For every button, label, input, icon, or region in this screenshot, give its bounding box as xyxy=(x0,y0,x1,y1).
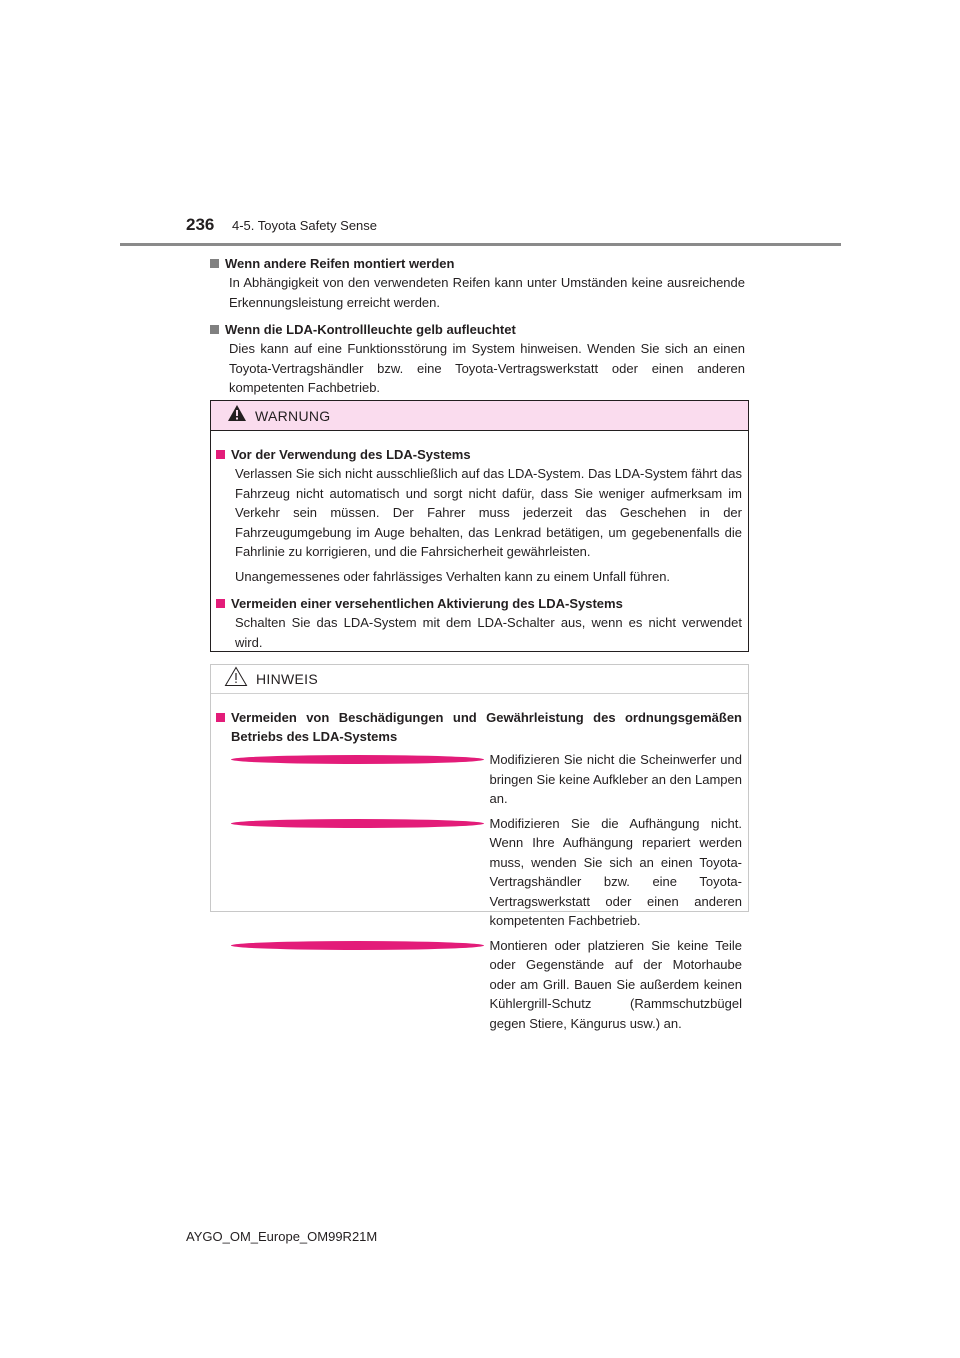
red-square-bullet-icon xyxy=(216,599,225,608)
header-divider xyxy=(120,243,841,246)
page-number: 236 xyxy=(186,215,215,234)
notice-title: Vermeiden von Beschädigungen und Gewährleistung des ordnungsgemäßen Betriebs des LDA-Systems xyxy=(231,710,742,744)
section-title: 4-5. Toyota Safety Sense xyxy=(232,218,378,233)
notice-title-row xyxy=(216,708,742,746)
item-title: Wenn die LDA-Kontrollleuchte gelb aufleuchtet xyxy=(225,322,516,337)
info-item xyxy=(210,254,745,312)
red-dot-bullet-icon xyxy=(231,819,484,828)
item-text: In Abhängigkeit von den verwendeten Reifen kann unter Umständen keine ausreichende Erkennungsleistung erreicht werden. xyxy=(229,275,745,310)
gray-square-bullet-icon xyxy=(210,325,219,334)
red-dot-bullet-icon xyxy=(231,755,484,764)
warning-paragraph: Schalten Sie das LDA-System mit dem LDA-Schalter aus, wenn es nicht verwendet wird. xyxy=(235,615,742,650)
page-header xyxy=(186,215,377,235)
red-dot-bullet-icon xyxy=(231,941,484,950)
warning-item xyxy=(216,594,742,652)
warning-header xyxy=(211,401,748,431)
item-title: Wenn andere Reifen montiert werden xyxy=(225,256,455,271)
warning-label: WARNUNG xyxy=(255,407,331,424)
warning-box xyxy=(210,400,749,652)
warning-triangle-icon xyxy=(227,404,247,427)
red-square-bullet-icon xyxy=(216,713,225,722)
gray-square-bullet-icon xyxy=(210,259,219,268)
warning-paragraph: Verlassen Sie sich nicht ausschließlich auf das LDA-System. Das LDA-System fährt das Fahrzeug nicht automatisch und sorgt nicht dafür, dass Sie weniger aufmerksam im Verkehr sein müssen. Der Fahrer muss jederzeit das Geschehen in der Fahrzeugumgebung im Auge behalten, das Lenkrad betätigen, um gegebenenfalls die Fahrlinie zu korrigieren, und die Fahrsicherheit gewährleisten. xyxy=(235,466,742,559)
caution-triangle-icon xyxy=(224,666,248,692)
item-text: Dies kann auf eine Funktionsstörung im System hinweisen. Wenden Sie sich an einen Toyota-Vertragshändler bzw. eine Toyota-Vertragswerkstatt oder einen anderen kompetenten Fachbetrieb. xyxy=(229,341,745,395)
red-square-bullet-icon xyxy=(216,450,225,459)
notice-bullet: Montieren oder platzieren Sie keine Teile oder Gegenstände auf der Motorhaube oder am Grill. Bauen Sie außerdem keinen Kühlergrill-Schutz (Rammschutzbügel gegen Stiere, Kängurus usw.) an. xyxy=(231,936,742,1034)
warning-item-title: Vor der Verwendung des LDA-Systems xyxy=(231,447,471,462)
warning-paragraph: Unangemessenes oder fahrlässiges Verhalten kann zu einem Unfall führen. xyxy=(235,568,671,584)
notice-label: HINWEIS xyxy=(256,671,318,687)
warning-item-title: Vermeiden einer versehentlichen Aktivierung des LDA-Systems xyxy=(231,596,623,611)
warning-item xyxy=(216,445,742,586)
notice-box xyxy=(210,664,749,1031)
document-code: AYGO_OM_Europe_OM99R21M xyxy=(186,1229,378,1244)
notice-bullet: Modifizieren Sie nicht die Scheinwerfer und bringen Sie keine Aufkleber an den Lampen an. xyxy=(231,750,742,809)
info-item xyxy=(210,320,745,398)
main-content xyxy=(210,254,745,406)
notice-header xyxy=(211,665,748,694)
notice-bullet: Modifizieren Sie die Aufhängung nicht. Wenn Ihre Aufhängung repariert werden muss, wenden Sie sich an einen Toyota-Vertragshändler bzw. eine Toyota-Vertragswerkstatt oder einen anderen kompetenten Fachbetrieb. xyxy=(231,814,742,931)
